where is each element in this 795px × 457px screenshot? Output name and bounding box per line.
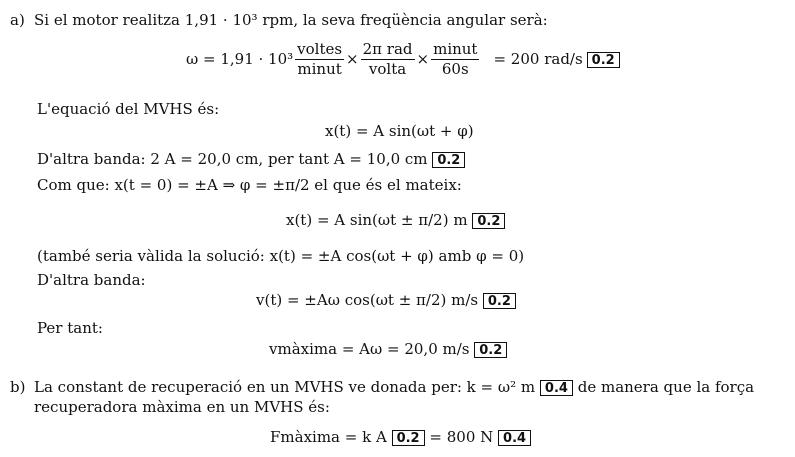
part-b-label: b): [10, 378, 26, 396]
omega-equation: [186, 42, 620, 77]
part-b-line1: [34, 380, 754, 396]
score-box-fmax-1: 0.2: [392, 430, 425, 446]
amplitude-line: [37, 152, 465, 168]
spring-constant-text: La constant de recuperació en un MVHS ve donada per: k = ω² m: [34, 378, 536, 396]
fmax-equation: [270, 430, 531, 446]
omega-result: = 200 rad/s: [493, 50, 583, 68]
omega-lhs: ω = 1,91 · 10³: [186, 50, 294, 68]
score-box-vmax: 0.2: [474, 342, 507, 358]
per-tant-label: Per tant:: [37, 319, 103, 337]
times-2: ×: [416, 50, 430, 68]
fmax-lhs: Fmàxima = k A: [270, 428, 387, 446]
spring-constant-tail: de manera que la força: [577, 378, 755, 396]
vmax-equation: [269, 342, 507, 358]
frac2-den: volta: [368, 60, 407, 78]
alternative-solution: (també seria vàlida la solució: x(t) = ±A cos(ωt + φ) amb φ = 0): [37, 247, 525, 265]
part-a-intro: Si el motor realitza 1,91 · 10³ rpm, la seva freqüència angular serà:: [34, 11, 548, 29]
frac1-den: minut: [297, 60, 342, 78]
frac2-num: 2π rad: [362, 40, 413, 58]
part-b-line2: recuperadora màxima en un MVHS és:: [34, 398, 330, 416]
mvhs-equation: x(t) = A sin(ωt + φ): [325, 122, 474, 140]
frac1-num: voltes: [297, 40, 343, 58]
score-box-fmax-2: 0.4: [498, 430, 531, 446]
phase-line: Com que: x(t = 0) = ±A ⇒ φ = ±π/2 el que és el mateix:: [37, 176, 462, 194]
part-a-label: a): [10, 11, 25, 29]
fraction-voltes-minut: [295, 42, 344, 77]
frac3-den: 60s: [441, 60, 469, 78]
position-eq-text: x(t) = A sin(ωt ± π/2) m: [286, 211, 468, 229]
vmax-eq-text: vmàxima = Aω = 20,0 m/s: [269, 340, 470, 358]
score-box-spring-constant: 0.4: [540, 380, 573, 396]
fraction-rad-volta: [361, 42, 415, 77]
score-box-velocity: 0.2: [483, 293, 516, 309]
position-equation: [286, 213, 505, 229]
velocity-eq-text: v(t) = ±Aω cos(ωt ± π/2) m/s: [256, 291, 479, 309]
altra-banda-label: D'altra banda:: [37, 271, 146, 289]
fmax-result: = 800 N: [429, 428, 494, 446]
amplitude-text: D'altra banda: 2 A = 20,0 cm, per tant A = 10,0 cm: [37, 150, 428, 168]
score-box-amplitude: 0.2: [432, 152, 465, 168]
score-box-position: 0.2: [472, 213, 505, 229]
score-box-omega: 0.2: [587, 52, 620, 68]
times-1: ×: [346, 50, 359, 68]
fraction-minut-60s: [431, 42, 479, 77]
velocity-equation: [256, 293, 516, 309]
frac3-num: minut: [433, 40, 478, 58]
mvhs-label: L'equació del MVHS és:: [37, 100, 220, 118]
